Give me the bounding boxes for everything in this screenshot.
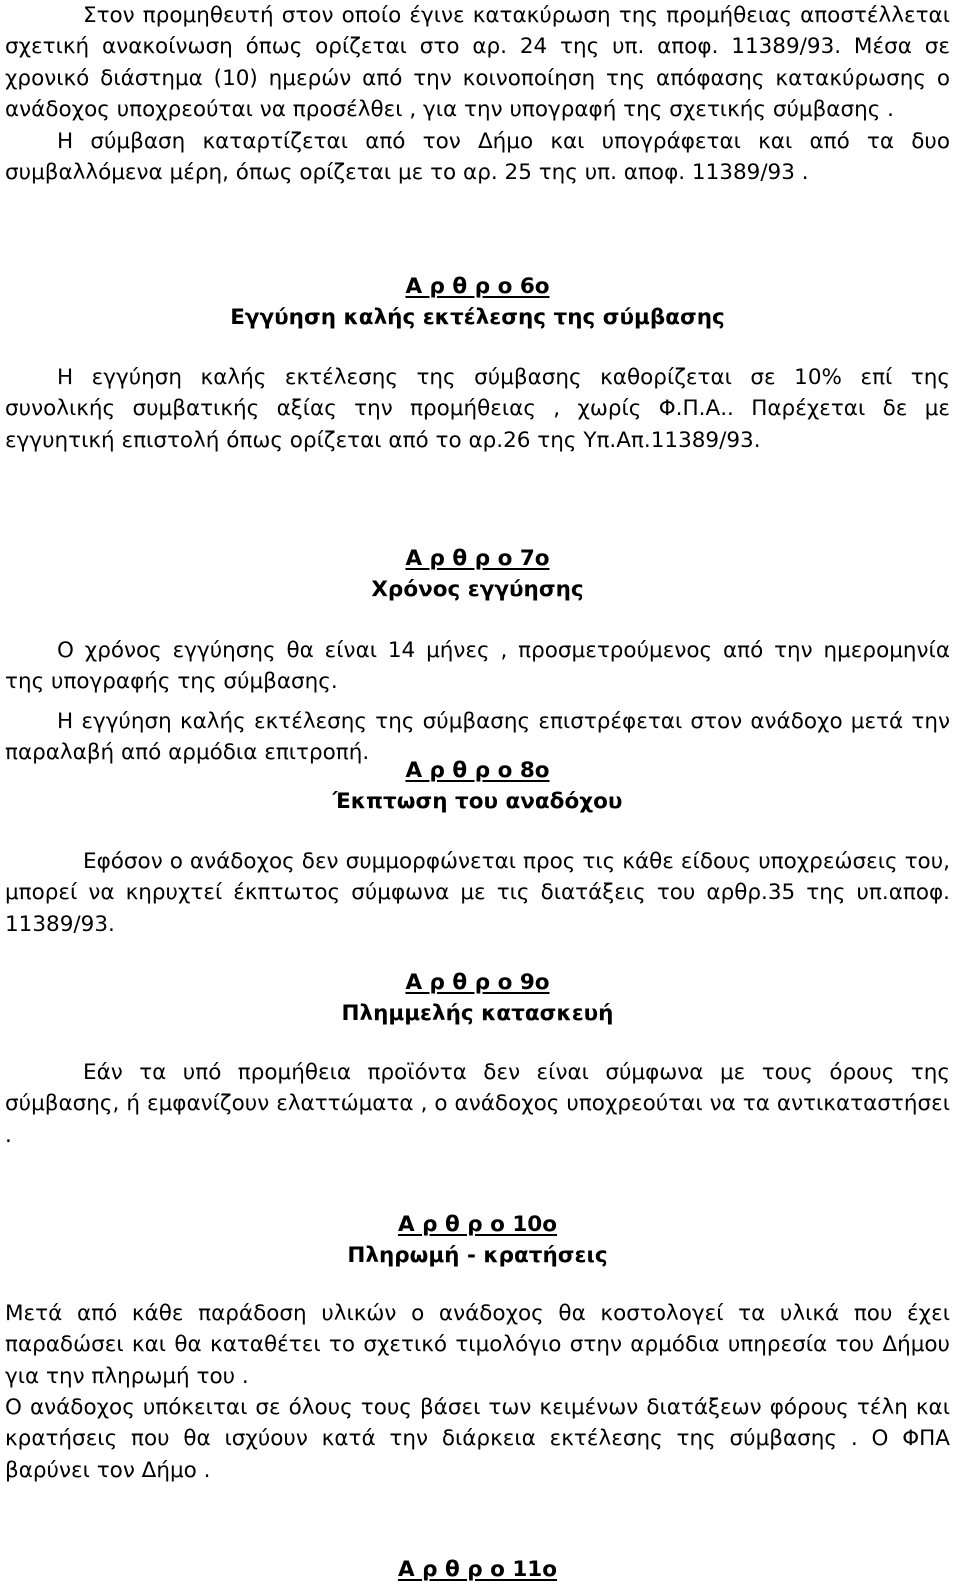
article-9-heading: [5, 967, 950, 1029]
article-10-heading: [5, 1209, 950, 1271]
article-9-number: Α ρ θ ρ ο 9ο: [405, 970, 550, 995]
article-8-paragraph-1: Εφόσον ο ανάδοχος δεν συμμορφώνεται προς τις κάθε είδους υποχρεώσεις του, μπορεί να κηρυχτεί έκπτωτος σύμφωνα με τις διατάξεις του αρθρ.35 της υπ.αποφ. 11389/93.: [5, 849, 950, 937]
article-6-title: Εγγύηση καλής εκτέλεσης της σύμβασης: [230, 305, 725, 330]
intro-paragraph-1: Στον προμηθευτή στον οποίο έγινε κατακύρωση της προμήθειας αποστέλλεται σχετική ανακοίνωση όπως ορίζεται στο αρ. 24 της υπ. αποφ. 11389/93. Μέσα σε χρονικό διάστημα (10) ημερών από την κοινοποίηση της απόφασης κατακύρωσης ο ανάδοχος υποχρεούται να προσέλθει , για την υπογραφή της σχετικής σύμβασης .: [5, 3, 950, 123]
article-10-paragraph-1: Μετά από κάθε παράδοση υλικών ο ανάδοχος θα κοστολογεί τα υλικά που έχει παραδώσει και θα καταθέτει το σχετικό τιμολόγιο στην αρμόδια υπηρεσία του Δήμου για την πληρωμή του .: [5, 1301, 950, 1389]
article-10-paragraph-2: Ο ανάδοχος υπόκειται σε όλους τους βάσει των κειμένων διατάξεων φόρους τέλη και κρατήσεις που θα ισχύουν κατά την διάρκεια εκτέλεσης της σύμβασης . Ο ΦΠΑ βαρύνει τον Δήμο .: [5, 1395, 950, 1483]
article-9-title: Πλημμελής κατασκευή: [341, 1001, 614, 1026]
article-11-heading: [5, 1554, 950, 1585]
intro-paragraph-2: Η σύμβαση καταρτίζεται από τον Δήμο και υπογράφεται και από τα δυο συμβαλλόμενα μέρη, όπως ορίζεται με το αρ. 25 της υπ. αποφ. 11389/93 .: [5, 129, 950, 186]
article-8-heading: [5, 755, 950, 817]
article-8-title: Έκπτωση του αναδόχου: [332, 789, 623, 814]
article-9-paragraph-1: Εάν τα υπό προμήθεια προϊόντα δεν είναι σύμφωνα με τους όρους της σύμβασης, ή εμφανίζουν ελαττώματα , ο ανάδοχος υποχρεούται να τα αντικαταστήσει .: [5, 1060, 950, 1148]
article-10-number: Α ρ θ ρ ο 10ο: [397, 1212, 558, 1237]
article-6-paragraph-1: Η εγγύηση καλής εκτέλεσης της σύμβασης καθορίζεται σε 10% επί της συνολικής συμβατικής αξίας την προμήθειας , χωρίς Φ.Π.Α.. Παρέχεται δε με εγγυητική επιστολή όπως ορίζεται από το αρ.26 της Υπ.Απ.11389/93.: [5, 365, 950, 453]
article-11-number: Α ρ θ ρ ο 11ο: [397, 1557, 558, 1582]
article-8-number: Α ρ θ ρ ο 8ο: [405, 758, 550, 783]
article-7-paragraph-1: Ο χρόνος εγγύησης θα είναι 14 μήνες , προσμετρούμενος από την ημερομηνία της υπογραφής της σύμβασης.: [5, 638, 950, 695]
article-6-heading: [5, 271, 950, 333]
article-7-title: Χρόνος εγγύησης: [371, 577, 584, 602]
article-6-number: Α ρ θ ρ ο 6ο: [405, 274, 550, 299]
article-7-heading: [5, 543, 950, 605]
article-6-paragraph-2: Η εγγύηση καλής εκτέλεσης της σύμβασης επιστρέφεται στον ανάδοχο μετά την παραλαβή από αρμόδια επιτροπή.: [5, 709, 950, 766]
article-10-title: Πληρωμή - κρατήσεις: [347, 1243, 608, 1268]
article-7-number: Α ρ θ ρ ο 7ο: [405, 546, 550, 571]
